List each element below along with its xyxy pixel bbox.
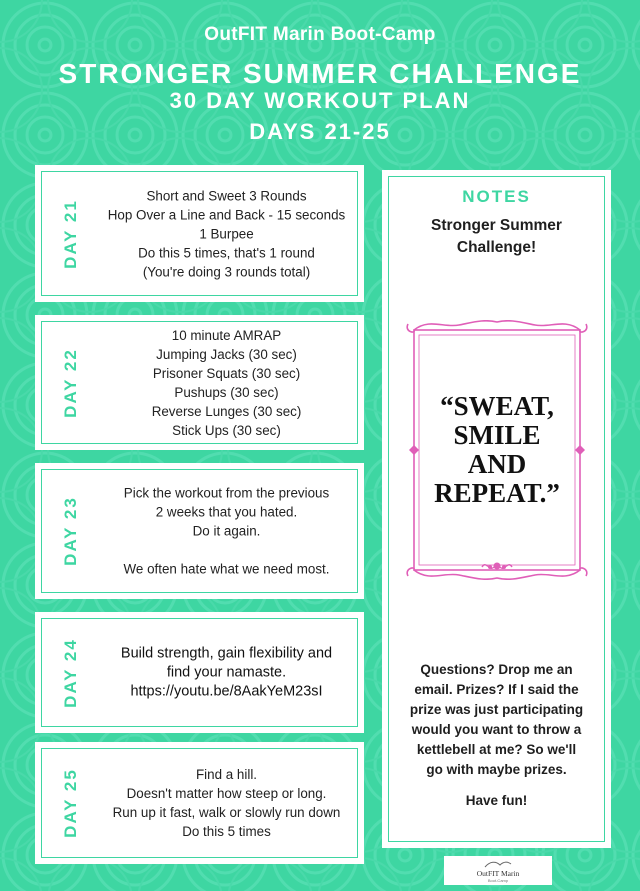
heading-line: Challenge! — [456, 239, 537, 256]
workout-line: Hop Over a Line and Back - 15 seconds — [107, 207, 346, 222]
notes-panel — [382, 170, 611, 848]
logo-swoosh-icon — [484, 859, 512, 869]
workout-line: Build strength, gain flexibility and — [120, 645, 333, 661]
workout-line: 1 Burpee — [199, 226, 254, 241]
day-workout-text — [97, 186, 356, 281]
logo-subtext: Boot-Camp — [487, 878, 509, 883]
brand-name: OutFIT Marin Boot-Camp — [204, 24, 436, 45]
workout-line: find your namaste. — [166, 664, 287, 680]
body-line: Questions? Drop me an — [420, 662, 573, 677]
day-label: DAY 24 — [61, 637, 80, 708]
workout-line: Pick the workout from the previous — [123, 485, 330, 501]
notes-body-text — [396, 660, 597, 780]
heading-line: Stronger Summer — [431, 217, 562, 234]
page-title: STRONGER SUMMER CHALLENGE — [58, 58, 582, 89]
day-workout-text — [97, 326, 356, 440]
workout-line: 2 weeks that you hated. — [155, 504, 298, 520]
day-card-25 — [35, 742, 364, 864]
workout-line: Reverse Lunges (30 sec) — [151, 403, 302, 419]
workout-line: Find a hill. — [195, 767, 258, 782]
days-range: DAYS 21-25 — [249, 119, 391, 144]
workout-line — [97, 541, 356, 560]
notes-heading — [382, 215, 611, 259]
workout-line: Do it again. — [192, 523, 261, 539]
day-workout-text — [97, 484, 356, 579]
workout-line: 10 minute AMRAP — [171, 327, 282, 343]
workout-line: Short and Sweet 3 Rounds — [146, 188, 307, 203]
workout-line: Stick Ups (30 sec) — [172, 422, 281, 438]
quote-line: AND — [467, 449, 527, 479]
brand-logo — [444, 856, 552, 885]
quote-line: “SWEAT, — [440, 391, 554, 421]
workout-line: Pushups (30 sec) — [174, 384, 279, 400]
day-workout-text — [97, 644, 356, 701]
workout-line: Doesn't matter how steep or long. — [126, 786, 327, 801]
body-line: go with maybe prizes. — [426, 762, 567, 777]
day-label: DAY 25 — [61, 768, 80, 838]
body-line: kettlebell at me? So we'll — [416, 742, 577, 757]
body-line: prize was just participating — [409, 702, 584, 717]
day-label: DAY 21 — [61, 198, 80, 269]
page-subtitle: 30 DAY WORKOUT PLAN — [169, 88, 471, 113]
workout-line: Run up it fast, walk or slowly run down — [112, 805, 341, 820]
notes-title: NOTES — [462, 187, 531, 206]
day-label: DAY 22 — [61, 347, 80, 418]
day-card-21 — [35, 165, 364, 302]
day-card-23 — [35, 463, 364, 599]
notes-closing: Have fun! — [465, 793, 528, 808]
day-card-24 — [35, 612, 364, 733]
body-line: would you want to throw a — [411, 722, 582, 737]
workout-line: Do this 5 times, that's 1 round — [138, 245, 315, 260]
workout-line: Do this 5 times — [182, 824, 271, 839]
workout-line: We often hate what we need most. — [123, 561, 330, 577]
motivational-quote — [404, 392, 590, 508]
day-card-22 — [35, 315, 364, 450]
quote-line: REPEAT.” — [434, 478, 560, 508]
logo-text: OutFIT Marin — [476, 869, 520, 878]
workout-line: Prisoner Squats (30 sec) — [152, 365, 301, 381]
workout-line: Jumping Jacks (30 sec) — [156, 346, 297, 362]
quote-line: SMILE — [453, 420, 541, 450]
day-workout-text — [97, 765, 356, 841]
body-line: email. Prizes? If I said the — [414, 682, 579, 697]
workout-line: (You're doing 3 rounds total) — [142, 264, 311, 279]
day-label: DAY 23 — [61, 496, 80, 566]
video-link[interactable]: https://youtu.be/8AakYeM23sI — [130, 683, 323, 699]
